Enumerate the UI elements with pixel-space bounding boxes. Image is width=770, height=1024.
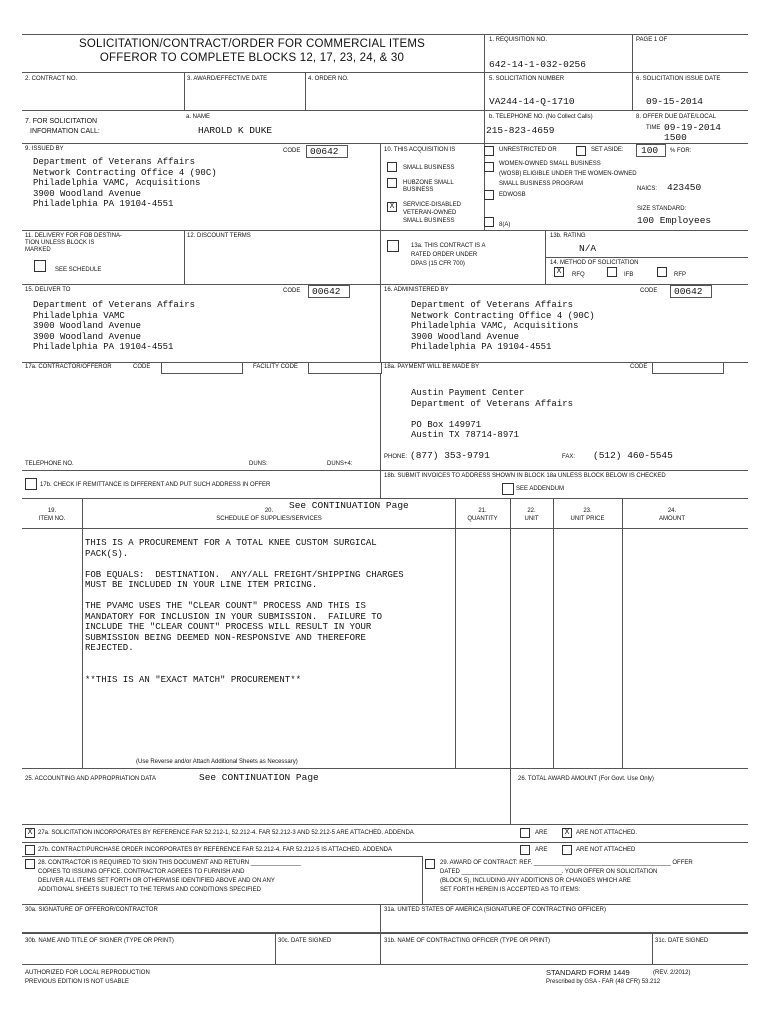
col-item-num: 19. — [47, 508, 57, 514]
clause-28-line1: 28. CONTRACTOR IS REQUIRED TO SIGN THIS DOCUMENT AND RETURN _______________ — [38, 860, 301, 866]
telephone-label: b. TELEPHONE NO. (No Collect Calls) — [489, 114, 593, 120]
edwosb-label: EDWOSB — [499, 192, 526, 198]
administered-by-label: 16. ADMINISTERED BY — [384, 287, 449, 293]
rfp-checkbox[interactable] — [657, 267, 667, 277]
form-title-line2: OFFEROR TO COMPLETE BLOCKS 12, 17, 23, 24, & 30 — [99, 52, 405, 64]
col-amount-num: 24. — [667, 508, 677, 514]
col-unit-price-num: 23. — [583, 508, 592, 514]
form-title-line1: SOLICITATION/CONTRACT/ORDER FOR COMMERCIAL ITEMS — [78, 38, 426, 50]
rfq-checkbox[interactable]: X — [554, 267, 564, 277]
acquisition-label: 10. THIS ACQUISITION IS — [384, 147, 456, 153]
rated-order-checkbox[interactable] — [387, 240, 399, 252]
small-business-checkbox[interactable] — [387, 162, 397, 172]
clause-28-line3: DELIVER ALL ITEMS SET FORTH OR OTHERWISE IDENTIFIED ABOVE AND ON ANY — [38, 878, 275, 884]
total-award-label: 26. TOTAL AWARD AMOUNT (For Govt. Use Only) — [518, 776, 654, 782]
footer-previous-edition: PREVIOUS EDITION IS NOT USABLE — [25, 979, 129, 985]
eight-a-checkbox[interactable] — [484, 217, 494, 227]
footer-reproduction: AUTHORIZED FOR LOCAL REPRODUCTION — [25, 970, 150, 976]
wosb-checkbox[interactable] — [484, 162, 494, 172]
clause-27b-checkbox[interactable] — [25, 845, 35, 855]
clause-29-checkbox[interactable] — [425, 859, 435, 869]
col-quantity: QUANTITY — [467, 516, 498, 522]
ifb-checkbox[interactable] — [607, 267, 617, 277]
payment-fax: (512) 460-5545 — [593, 450, 673, 461]
delivery-label-3: MARKED — [25, 247, 51, 253]
reverse-note: (Use Reverse and/or Attach Additional Sheets as Necessary) — [136, 759, 298, 765]
col-schedule-num: 20. — [264, 508, 274, 514]
usa-signature-label: 31a. UNITED STATES OF AMERICA (SIGNATURE OF CONTRACTING OFFICER) — [384, 907, 607, 913]
schedule-continuation: See CONTINUATION Page — [289, 500, 409, 511]
clause-27a: 27a. SOLICITATION INCORPORATES BY REFERENCE FAR 52.212-1, 52.212-4. FAR 52.212-3 AND 52.212-5 ARE ATTACHED. ADDENDA — [38, 830, 414, 836]
accounting-label: 25. ACCOUNTING AND APPROPRIATION DATA — [25, 776, 157, 782]
facility-code-label: FACILITY CODE — [253, 364, 298, 370]
submit-invoices-label: 18b. SUBMIT INVOICES TO ADDRESS SHOWN IN BLOCK 18a UNLESS BLOCK BELOW IS CHECKED — [384, 473, 666, 479]
award-date-label: 3. AWARD/EFFECTIVE DATE — [187, 76, 268, 82]
info-call-label-2: INFORMATION CALL: — [30, 128, 100, 135]
payment-code-label: CODE — [630, 364, 648, 370]
issued-by-label: 9. ISSUED BY — [25, 146, 64, 152]
ifb-label: IFB — [624, 272, 634, 278]
clause-27a-checkbox[interactable]: X — [25, 828, 35, 838]
duns4-label: DUNS+4: — [327, 461, 353, 467]
contract-no-label: 2. CONTRACT NO. — [25, 76, 78, 82]
see-schedule-label: SEE SCHEDULE — [55, 267, 102, 273]
wosb-label-1: WOMEN-OWNED SMALL BUSINESS — [499, 161, 601, 167]
offeror-signature-label: 30a. SIGNATURE OF OFFEROR/CONTRACTOR — [25, 907, 158, 913]
rating-label: 13b. RATING — [550, 233, 586, 239]
27a-are-checkbox[interactable] — [520, 828, 530, 838]
issue-date-label: 6. SOLICITATION ISSUE DATE — [636, 76, 721, 82]
payment-code-field — [652, 362, 724, 374]
col-unit-price: UNIT PRICE — [570, 516, 605, 522]
col-quantity-num: 21. — [478, 508, 487, 514]
clause-29-line1: 29. AWARD OF CONTRACT: REF. _________________________________________ OFFER — [440, 860, 693, 866]
requisition-label: 1. REQUISITION NO. — [489, 37, 548, 43]
hubzone-label-2: BUSINESS — [403, 187, 434, 193]
rated-order-label-2: RATED ORDER UNDER — [411, 252, 478, 258]
requisition-number: 642-14-1-032-0256 — [489, 59, 586, 70]
contractor-telephone-label: TELEPHONE NO. — [25, 461, 74, 467]
27b-not-attached-checkbox[interactable] — [562, 845, 572, 855]
signer-name-label: 30b. NAME AND TITLE OF SIGNER (TYPE OR PRINT) — [25, 938, 174, 944]
delivery-label-1: 11. DELIVERY FOR FOB DESTINA- — [25, 233, 123, 239]
clause-28-line2: COPIES TO ISSUING OFFICE. CONTRACTOR AGREES TO FURNISH AND — [38, 869, 245, 875]
issued-by-code-field: 00642 — [306, 145, 348, 158]
issued-by-code-label: CODE — [283, 148, 301, 154]
solicitation-method-label: 14. METHOD OF SOLICITATION — [550, 260, 639, 266]
sdvosb-checkbox[interactable]: X — [387, 202, 397, 212]
27b-not-attached-label: ARE NOT ATTACHED — [576, 847, 636, 853]
signer-date-label: 30c. DATE SIGNED — [278, 938, 332, 944]
administered-by-address: Department of Veterans Affairs Network Contracting Office 4 (90C) Philadelphia VAMC, Acquisitions 3900 Woodland Avenue Philadelphia PA 19104-4551 — [411, 300, 595, 352]
offer-due-time: 1500 — [664, 132, 687, 143]
small-business-label: SMALL BUSINESS — [403, 165, 455, 171]
col-amount: AMOUNT — [659, 516, 685, 522]
clause-27b: 27b. CONTRACT/PURCHASE ORDER INCORPORATES BY REFERENCE FAR 52.212-4. FAR 52.212-5 IS ATTACHED. ADDENDA — [38, 847, 392, 853]
administered-by-code-field: 00642 — [670, 285, 712, 298]
sdvosb-label-3: SMALL BUSINESS — [403, 218, 455, 224]
sdvosb-label-1: SERVICE-DISABLED — [403, 202, 461, 208]
naics-code: 423450 — [667, 182, 702, 193]
addendum-checkbox[interactable] — [502, 483, 514, 495]
wosb-label-2: (WOSB) ELIGIBLE UNDER THE WOMEN-OWNED — [499, 171, 637, 177]
facility-code-field[interactable] — [308, 362, 382, 374]
col-unit: UNIT — [524, 516, 539, 522]
contractor-label: 17a. CONTRACTOR/OFFEROR — [25, 364, 112, 370]
27a-not-attached-checkbox[interactable]: X — [562, 828, 572, 838]
offer-due-time-label: TIME — [646, 125, 661, 131]
percent-for-label: % FOR: — [670, 148, 692, 154]
payment-label: 18a. PAYMENT WILL BE MADE BY — [384, 364, 480, 370]
deliver-to-label: 15. DELIVER TO — [25, 287, 71, 293]
deliver-to-code-field: 00642 — [308, 285, 350, 298]
rfp-label: RFP — [674, 272, 686, 278]
rated-order-label-1: 13a. THIS CONTRACT IS A — [411, 243, 486, 249]
footer-prescribed: Prescribed by GSA - FAR (48 CFR) 53.212 — [546, 979, 661, 985]
issued-by-address: Department of Veterans Affairs Network Contracting Office 4 (90C) Philadelphia VAMC, Acquisitions 3900 Woodland Avenue Philadelphia PA 19104-4551 — [33, 157, 217, 209]
rfq-label: RFQ — [572, 272, 585, 278]
addendum-label: SEE ADDENDUM — [516, 486, 565, 492]
eight-a-label: 8(A) — [499, 222, 511, 228]
27a-not-attached-label: ARE NOT ATTACHED. — [576, 830, 638, 836]
administered-by-code-label: CODE — [640, 288, 658, 294]
contracting-officer-name-label: 31b. NAME OF CONTRACTING OFFICER (TYPE OR PRINT) — [384, 938, 551, 944]
hubzone-label-1: HUBZONE SMALL — [403, 180, 454, 186]
remittance-label: 17b. CHECK IF REMITTANCE IS DIFFERENT AND PUT SUCH ADDRESS IN OFFER — [40, 482, 271, 488]
offer-due-label: 8. OFFER DUE DATE/LOCAL — [636, 114, 716, 120]
order-no-label: 4. ORDER NO. — [308, 76, 349, 82]
see-schedule-checkbox[interactable] — [34, 260, 46, 272]
schedule-body: THIS IS A PROCUREMENT FOR A TOTAL KNEE CUSTOM SURGICAL PACK(S). FOB EQUALS: DESTINATION. ANY/ALL FREIGHT/SHIPPING CHARGES MUST BE INCLUDED IN YOUR LINE ITEM PRICING. THE PVAMC USES THE "CLEAR COUNT" PROCESS AND THIS IS MANDATORY FOR INCLUSION IN YOUR SUBMISSION. FAILURE TO INCLUDE THE "CLEAR COUNT" PROCESS WILL RESULT IN YOUR SUBMISSION BEING DEEMED NON-RESPONSIVE AND THEREFORE REJECTED. **THIS IS AN "EXACT MATCH" PROCUREMENT** — [85, 538, 404, 685]
set-aside-percent-field: 100 — [636, 144, 666, 157]
edwosb-checkbox[interactable] — [484, 190, 494, 200]
info-call-label-1: 7. FOR SOLICITATION — [25, 118, 98, 125]
remittance-checkbox[interactable] — [25, 478, 37, 490]
page-label: PAGE 1 OF — [636, 37, 668, 43]
contractor-code-label: CODE — [133, 364, 151, 370]
payment-phone: (877) 353-9791 — [410, 450, 490, 461]
telephone-number: 215-823-4659 — [486, 125, 555, 136]
deliver-to-address: Department of Veterans Affairs Philadelphia VAMC 3900 Woodland Avenue 3900 Woodland Avenue Philadelphia PA 19104-4551 — [33, 300, 196, 352]
set-aside-checkbox[interactable] — [576, 146, 586, 156]
27b-are-checkbox[interactable] — [520, 845, 530, 855]
contractor-code-field[interactable] — [161, 362, 243, 374]
wosb-label-3: SMALL BUSINESS PROGRAM — [499, 181, 584, 187]
size-standard-label: SIZE STANDARD: — [637, 206, 687, 212]
sdvosb-label-2: VETERAN-OWNED — [403, 210, 457, 216]
unrestricted-checkbox[interactable] — [484, 146, 494, 156]
issue-date: 09-15-2014 — [646, 96, 704, 107]
col-schedule: SCHEDULE OF SUPPLIES/SERVICES — [216, 516, 322, 522]
27a-are-label: ARE — [535, 830, 548, 836]
unrestricted-label: UNRESTRICTED OR — [499, 147, 557, 153]
clause-29-line2: DATED ______________________________. YOUR OFFER ON SOLICITATION — [440, 869, 658, 875]
rating-value: N/A — [579, 243, 597, 254]
payment-address: Austin Payment Center Department of Veterans Affairs PO Box 149971 Austin TX 78714-8971 — [411, 388, 574, 440]
duns-label: DUNS: — [249, 461, 268, 467]
contact-name-label: a. NAME — [186, 114, 211, 120]
rated-order-label-3: DPAS (15 CFR 700) — [411, 261, 465, 267]
set-aside-label: SET ASIDE: — [591, 147, 624, 153]
solicitation-number: VA244-14-Q-1710 — [489, 96, 575, 107]
delivery-label-2: TION UNLESS BLOCK IS — [25, 240, 95, 246]
naics-label: NAICS: — [637, 186, 658, 192]
accounting-value: See CONTINUATION Page — [199, 772, 319, 783]
hubzone-checkbox[interactable] — [387, 178, 397, 188]
deliver-to-code-label: CODE — [283, 288, 301, 294]
payment-phone-label: PHONE: — [384, 454, 408, 460]
contact-name: HAROLD K DUKE — [198, 125, 273, 136]
clause-29-line4: SET FORTH HEREIN IS ACCEPTED AS TO ITEMS: — [440, 887, 581, 893]
27b-are-label: ARE — [535, 847, 548, 853]
payment-fax-label: FAX: — [562, 454, 576, 460]
clause-29-line3: (BLOCK 5), INCLUDING ANY ADDITIONS OR CHANGES WHICH ARE — [440, 878, 631, 884]
col-unit-num: 22. — [527, 508, 536, 514]
size-standard: 100 Employees — [637, 215, 712, 226]
footer-revision: (REV. 2/2012) — [653, 970, 691, 976]
solicitation-number-label: 5. SOLICITATION NUMBER — [489, 76, 565, 82]
offer-due-date: 09-19-2014 — [664, 122, 722, 133]
footer-form-name: STANDARD FORM 1449 — [546, 968, 630, 977]
clause-28-checkbox[interactable] — [25, 859, 35, 869]
contracting-officer-date-label: 31c. DATE SIGNED — [655, 938, 709, 944]
clause-28-line4: ADDITIONAL SHEETS SUBJECT TO THE TERMS AND CONDITIONS SPECIFIED — [38, 887, 261, 893]
col-item-no: ITEM NO. — [38, 516, 66, 522]
discount-terms-label: 12. DISCOUNT TERMS — [187, 233, 251, 239]
